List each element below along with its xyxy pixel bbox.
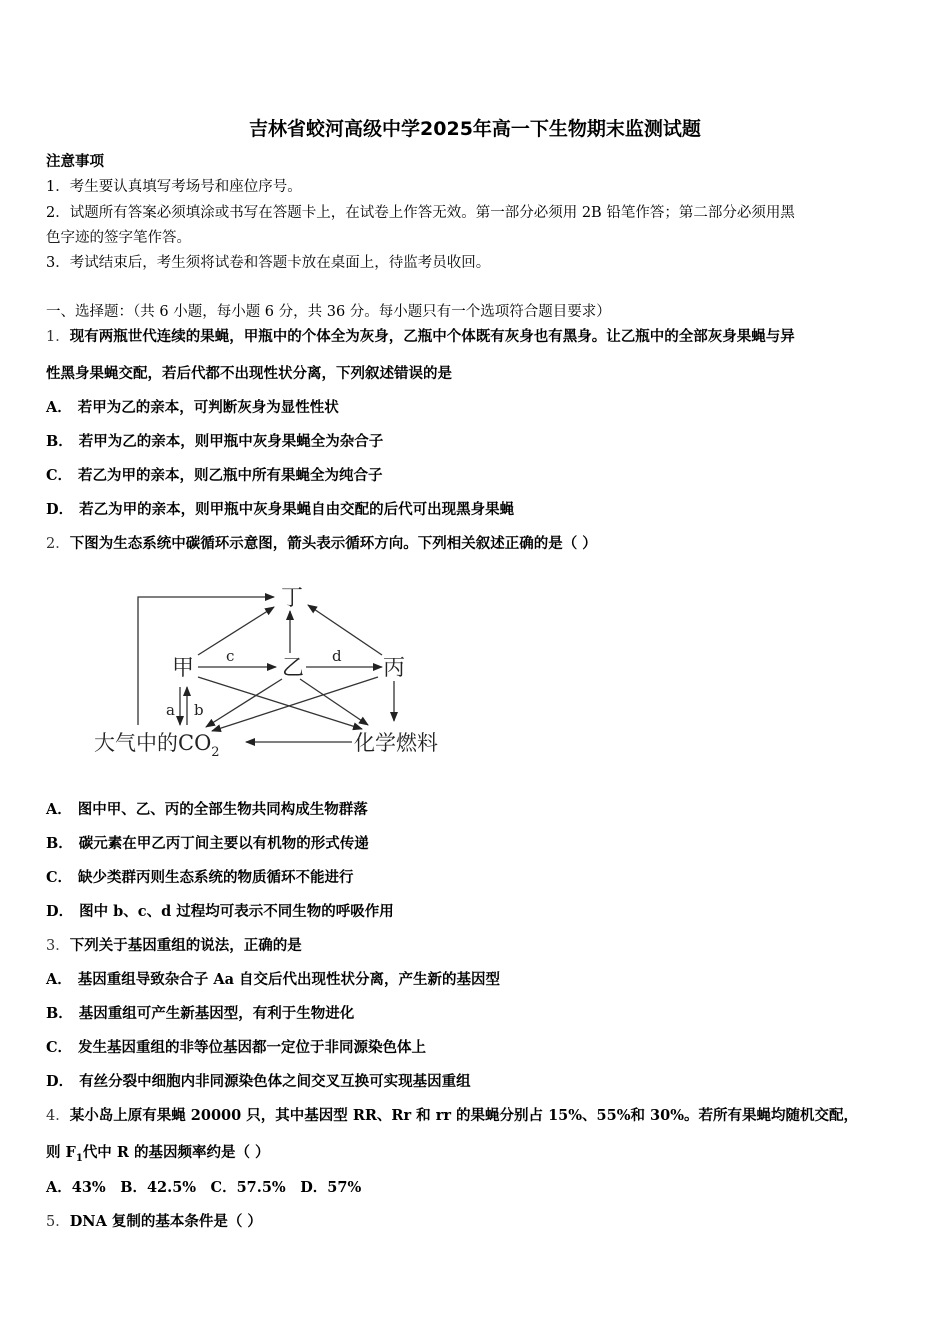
arrow-yi-to-co2 — [206, 679, 282, 727]
node-bing: 丙 — [383, 656, 406, 681]
arrow-jia-to-fuel — [198, 677, 362, 729]
notice-item: 2．试题所有答案必须填涂或书写在答题卡上，在试卷上作答无效。第一部分必须用 2B 铅笔作答；第二部分必须用黑 — [46, 205, 795, 221]
page-title: 吉林省蛟河高级中学2025年高一下生物期末监测试题 — [249, 118, 701, 140]
question-5 — [46, 1212, 906, 1232]
question-3 — [46, 936, 906, 956]
arrow-yi-to-fuel — [300, 679, 368, 725]
arrow-jia-to-ding — [198, 607, 274, 655]
option-b: B． 若甲为乙的亲本，则甲瓶中灰身果蝇全为杂合子 — [46, 433, 384, 450]
question-number: 3． — [46, 938, 70, 954]
option-d: D． 图中 b、c、d 过程均可表示不同生物的呼吸作用 — [46, 903, 394, 920]
carbon-cycle-diagram — [86, 575, 466, 770]
question-2 — [46, 534, 906, 554]
arrow-co2-to-ding-loop — [138, 597, 274, 725]
node-jia: 甲 — [172, 656, 195, 681]
question-text: 某小岛上原有果蝇 20000 只，其中基因型 RR、Rr 和 rr 的果蝇分别占 15%、55%和 30%。若所有果蝇均随机交配， — [69, 1107, 858, 1124]
option-d: D． 若乙为甲的亲本，则甲瓶中灰身果蝇自由交配的后代可出现黑身果蝇 — [46, 501, 515, 518]
question-text: 现有两瓶世代连续的果蝇，甲瓶中的个体全为灰身，乙瓶中个体既有灰身也有黑身。让乙瓶中的全部灰身果蝇与异 — [69, 328, 795, 345]
notice-item: 色字迹的签字笔作答。 — [46, 230, 191, 246]
arrow-bing-to-co2 — [212, 677, 378, 731]
node-yi: 乙 — [282, 656, 305, 681]
option-b: B． 碳元素在甲乙丙丁间主要以有机物的形式传递 — [46, 835, 369, 852]
label-d: d — [332, 647, 342, 665]
option-b: B． 基因重组可产生新基因型，有利于生物进化 — [46, 1005, 355, 1022]
question-number: 5． — [46, 1214, 70, 1230]
option-a: A． 图中甲、乙、丙的全部生物共同构成生物群落 — [46, 801, 368, 818]
question-number: 4． — [46, 1108, 70, 1124]
option-c: C． 若乙为甲的亲本，则乙瓶中所有果蝇全为纯合子 — [46, 467, 383, 484]
option-a: A． 基因重组导致杂合子 Aa 自交后代出现性状分离，产生新的基因型 — [46, 971, 501, 988]
arrow-bing-to-ding — [308, 605, 382, 655]
option-c: C． 发生基因重组的非等位基因都一定位于非同源染色体上 — [46, 1039, 427, 1056]
question-text: 下图为生态系统中碳循环示意图，箭头表示循环方向。下列相关叙述正确的是（ ） — [69, 535, 597, 552]
options-inline: A．43% B．42.5% C．57.5% D．57% — [46, 1179, 362, 1196]
question-number: 2． — [46, 536, 70, 552]
option-c: C． 缺少类群丙则生态系统的物质循环不能进行 — [46, 869, 354, 886]
node-fuel: 化学燃料 — [354, 731, 438, 755]
option-d: D． 有丝分裂中细胞内非同源染色体之间交叉互换可实现基因重组 — [46, 1073, 471, 1090]
question-text: DNA 复制的基本条件是（ ） — [69, 1213, 262, 1230]
notice-item: 1．考生要认真填写考场号和座位序号。 — [46, 179, 302, 195]
section-heading: 一、选择题：（共 6 小题，每小题 6 分，共 36 分。每小题只有一个选项符合题目要求） — [46, 304, 611, 320]
label-b: b — [194, 701, 204, 719]
notice-heading: 注意事项 — [46, 153, 104, 170]
label-a: a — [166, 701, 175, 719]
label-c: c — [226, 647, 235, 665]
question-text-continued: 则 $F_1$代中 R 的基因频率约是（ ） — [46, 1144, 270, 1164]
question-4 — [46, 1106, 906, 1126]
question-text: 下列关于基因重组的说法，正确的是 — [69, 937, 302, 954]
question-text-continued: 性黑身果蝇交配，若后代都不出现性状分离，下列叙述错误的是 — [46, 365, 452, 382]
notice-item: 3．考试结束后，考生须将试卷和答题卡放在桌面上，待监考员收回。 — [46, 255, 491, 271]
question-1 — [46, 327, 906, 347]
node-ding: 丁 — [281, 586, 304, 611]
node-co2: 大气中的$CO_2$ — [94, 731, 220, 760]
question-number: 1． — [46, 329, 70, 345]
option-a: A． 若甲为乙的亲本，可判断灰身为显性性状 — [46, 399, 339, 416]
